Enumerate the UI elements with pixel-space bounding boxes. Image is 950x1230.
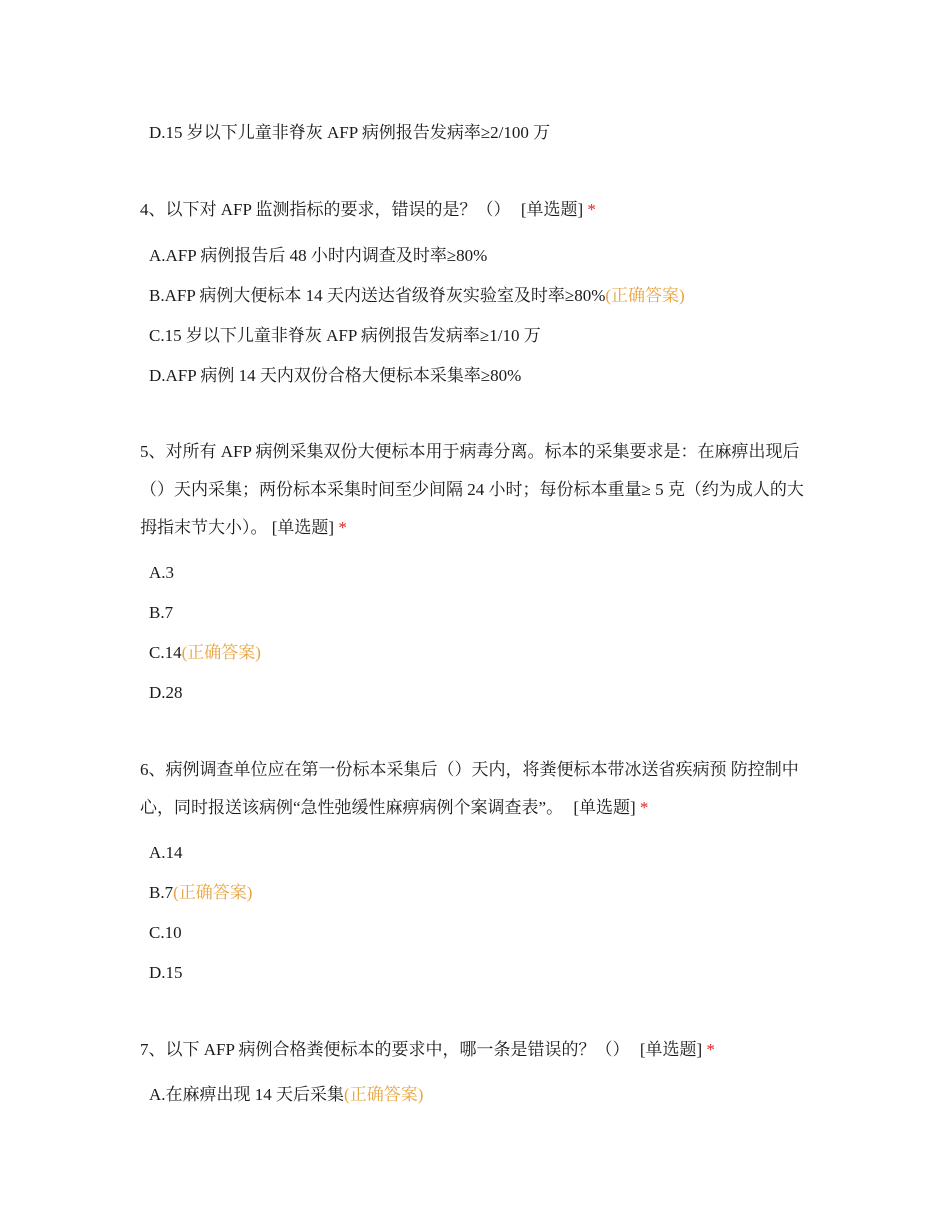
option-text: D.AFP 病例 14 天内双份合格大便标本采集率≥80% bbox=[149, 366, 522, 385]
option-c bbox=[149, 922, 182, 944]
required-mark: * bbox=[706, 1040, 715, 1059]
option-text: B.7 bbox=[149, 883, 174, 902]
option-text: A.在麻痹出现 14 天后采集 bbox=[149, 1085, 345, 1104]
question-5-title bbox=[140, 433, 820, 547]
option-a bbox=[149, 245, 487, 267]
option-d bbox=[149, 122, 550, 144]
option-text: D.15 岁以下儿童非脊灰 AFP 病例报告发病率≥2/100 万 bbox=[149, 123, 551, 142]
option-text: B.AFP 病例大便标本 14 天内送达省级脊灰实验室及时率≥80% bbox=[149, 286, 606, 305]
option-text: D.28 bbox=[149, 683, 183, 702]
option-a bbox=[149, 1084, 423, 1106]
question-type: [单选题] bbox=[271, 518, 335, 537]
option-c bbox=[149, 325, 541, 347]
option-text: A.AFP 病例报告后 48 小时内调查及时率≥80% bbox=[149, 246, 488, 265]
question-6-title bbox=[140, 751, 820, 827]
option-b bbox=[149, 882, 252, 904]
option-b bbox=[149, 285, 685, 307]
required-mark: * bbox=[639, 798, 649, 817]
option-text: A.14 bbox=[149, 843, 183, 862]
question-text: 5、对所有 AFP 病例采集双份大便标本用于病毒分离。标本的采集要求是：在麻痹出现后（）天内采集；两份标本采集时间至少间隔 24 小时；每份标本重量≥ 5 克（约为成人的大拇指末节大小）。 bbox=[140, 442, 804, 537]
option-a bbox=[149, 842, 183, 864]
option-d bbox=[149, 682, 183, 704]
question-4-title bbox=[140, 191, 820, 229]
question-type: [单选题] bbox=[639, 1040, 703, 1059]
correct-answer-tag: (正确答案) bbox=[344, 1085, 424, 1104]
required-mark: * bbox=[338, 518, 347, 537]
question-7-title bbox=[140, 1031, 820, 1069]
option-a bbox=[149, 562, 174, 584]
option-c bbox=[149, 642, 261, 664]
option-text: B.7 bbox=[149, 603, 174, 622]
required-mark: * bbox=[587, 200, 596, 219]
option-text: C.15 岁以下儿童非脊灰 AFP 病例报告发病率≥1/10 万 bbox=[149, 326, 541, 345]
option-d bbox=[149, 365, 521, 387]
question-type: [单选题] bbox=[573, 798, 636, 817]
correct-answer-tag: (正确答案) bbox=[605, 286, 685, 305]
question-text: 4、以下对 AFP 监测指标的要求，错误的是？（） bbox=[140, 200, 511, 219]
option-text: C.14 bbox=[149, 643, 182, 662]
option-text: D.15 bbox=[149, 963, 183, 982]
option-d bbox=[149, 962, 183, 984]
question-text: 7、以下 AFP 病例合格粪便标本的要求中，哪一条是错误的？（） bbox=[140, 1040, 630, 1059]
question-type: [单选题] bbox=[520, 200, 584, 219]
option-text: A.3 bbox=[149, 563, 175, 582]
correct-answer-tag: (正确答案) bbox=[173, 883, 253, 902]
option-b bbox=[149, 602, 173, 624]
question-text: 6、病例调查单位应在第一份标本采集后（）天内，将粪便标本带冰送省疾病预 防控制中心，同时报送该病例“急性弛缓性麻痹病例个案调查表”。 bbox=[140, 760, 799, 817]
correct-answer-tag: (正确答案) bbox=[181, 643, 261, 662]
option-text: C.10 bbox=[149, 923, 182, 942]
